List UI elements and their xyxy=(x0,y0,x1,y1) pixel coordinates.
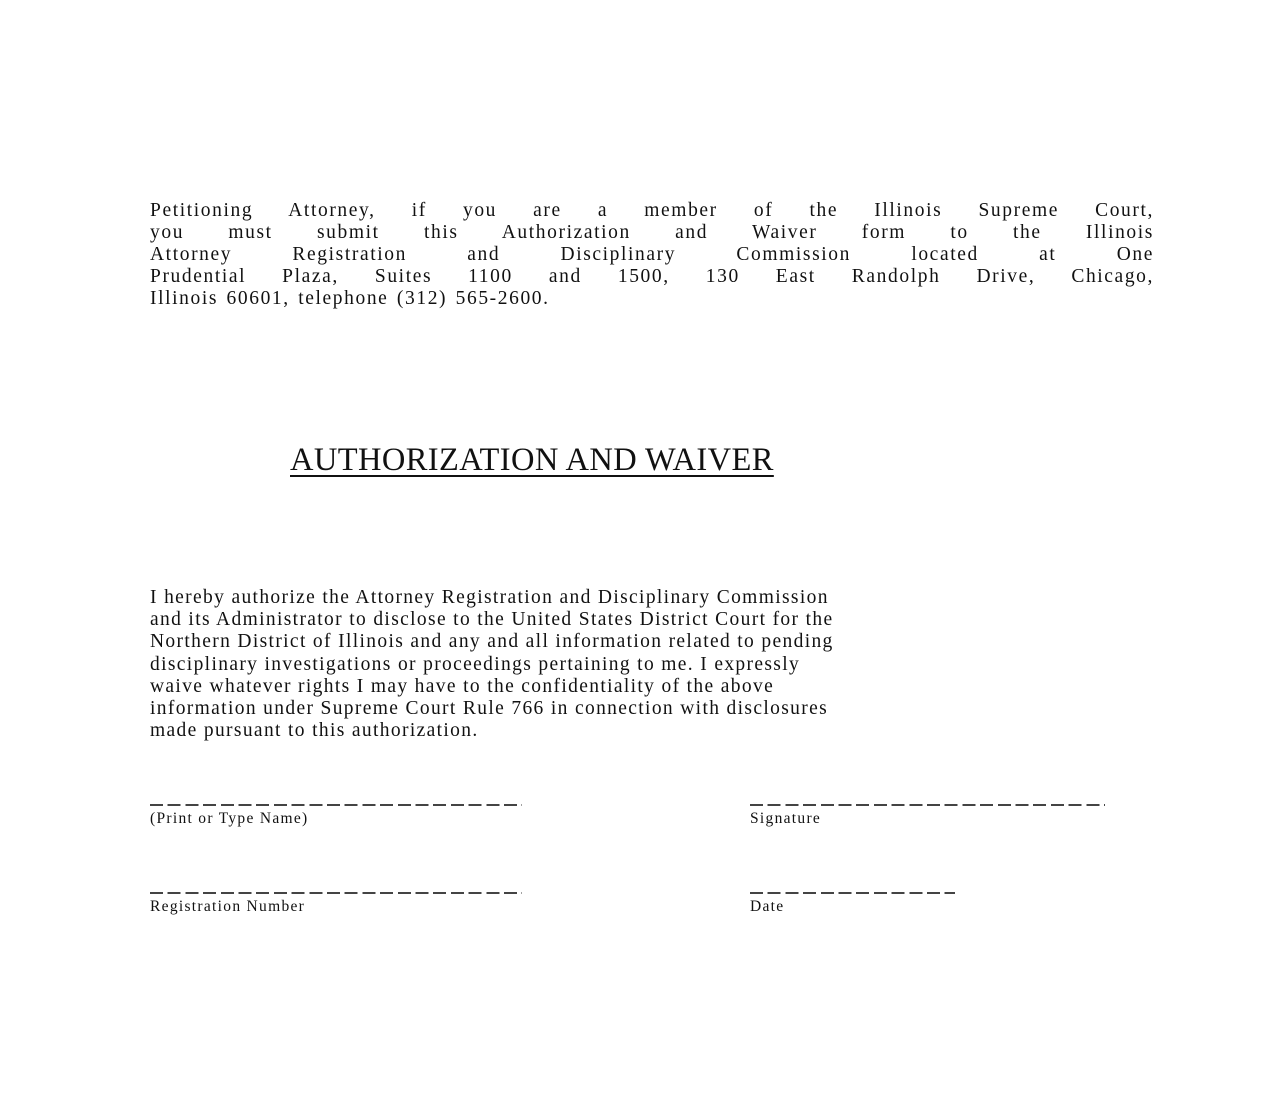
intro-paragraph xyxy=(150,200,1154,310)
name-signature-line[interactable] xyxy=(150,790,530,806)
signature-field-block xyxy=(750,790,1110,828)
dashed-line xyxy=(150,804,522,806)
intro-line: you must submit this Authorization and Waiver form to the Illinois xyxy=(150,222,1154,243)
dashed-line xyxy=(750,804,1105,806)
authorization-paragraph xyxy=(150,587,1150,742)
signature-line[interactable] xyxy=(750,790,1110,806)
registration-number-line[interactable] xyxy=(150,878,530,894)
document-title: AUTHORIZATION AND WAIVER xyxy=(290,442,774,478)
intro-line: Attorney Registration and Disciplinary Commission located at One xyxy=(150,244,1154,265)
name-field-label: (Print or Type Name) xyxy=(150,810,309,827)
body-line: information under Supreme Court Rule 766 in connection with disclosures xyxy=(150,698,829,720)
intro-line: Petitioning Attorney, if you are a member of the Illinois Supreme Court, xyxy=(150,200,1154,221)
date-line[interactable] xyxy=(750,878,970,894)
registration-field-label: Registration Number xyxy=(150,898,306,915)
intro-line: Illinois 60601, telephone (312) 565-2600. xyxy=(150,288,550,309)
dashed-line xyxy=(750,892,955,894)
body-line: made pursuant to this authorization. xyxy=(150,720,479,742)
intro-line: Prudential Plaza, Suites 1100 and 1500, 130 East Randolph Drive, Chicago, xyxy=(150,266,1154,287)
body-line: Northern District of Illinois and any and all information related to pending xyxy=(150,631,834,653)
body-line: and its Administrator to disclose to the United States District Court for the xyxy=(150,609,834,631)
date-field-label: Date xyxy=(750,898,785,915)
signature-field-label: Signature xyxy=(750,810,822,827)
body-line: waive whatever rights I may have to the confidentiality of the above xyxy=(150,675,775,697)
name-field-block xyxy=(150,790,530,828)
registration-field-block xyxy=(150,878,530,916)
body-line: disciplinary investigations or proceedings pertaining to me. I expressly xyxy=(150,653,801,675)
date-field-block xyxy=(750,878,970,916)
dashed-line xyxy=(150,892,522,894)
body-line: I hereby authorize the Attorney Registration and Disciplinary Commission xyxy=(150,587,829,608)
